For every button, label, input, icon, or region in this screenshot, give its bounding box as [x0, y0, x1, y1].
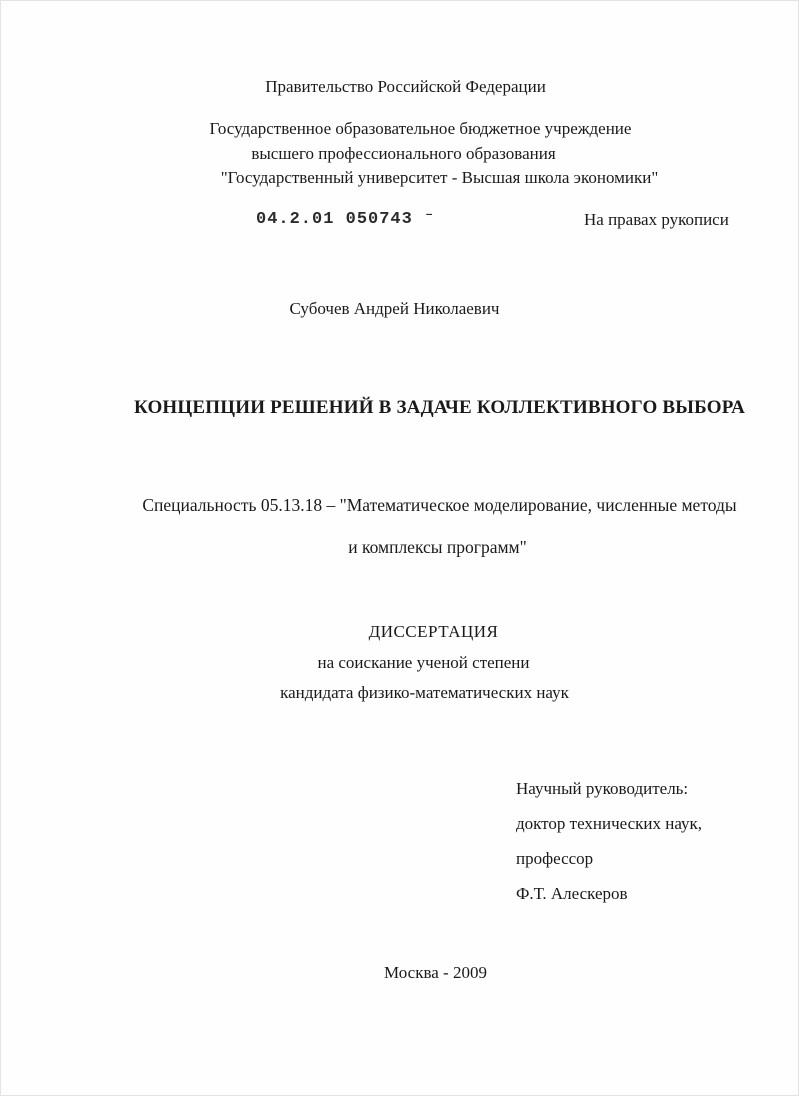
- institution-line-3: "Государственный университет - Высшая школа экономики": [220, 168, 659, 187]
- library-stamp-number: 04.2.01 050743 ⁻: [256, 210, 436, 229]
- institution-line-2: высшего профессионального образования: [251, 144, 556, 163]
- manuscript-rights-note: На правах рукописи: [584, 210, 729, 229]
- advisor-block: [516, 779, 702, 919]
- city-year-line: Москва - 2009: [384, 963, 487, 982]
- degree-line-1: на соискание ученой степени: [317, 653, 530, 672]
- dissertation-title: КОНЦЕПЦИИ РЕШЕНИЙ В ЗАДАЧЕ КОЛЛЕКТИВНОГО ВЫБОРА: [133, 397, 746, 418]
- author-name: Субочев Андрей Николаевич: [289, 299, 500, 318]
- advisor-heading: Научный руководитель:: [516, 779, 689, 798]
- dissertation-label: ДИССЕРТАЦИЯ: [368, 622, 499, 641]
- advisor-degree: доктор технических наук,: [516, 814, 703, 833]
- advisor-name: Ф.Т. Алескеров: [516, 884, 628, 903]
- institution-line-1: Государственное образовательное бюджетное учреждение: [209, 119, 632, 138]
- government-line: Правительство Российской Федерации: [265, 77, 546, 96]
- specialty-line-1: Специальность 05.13.18 – "Математическое моделирование, численные методы: [142, 495, 737, 515]
- specialty-line-2: и комплексы программ": [348, 537, 527, 557]
- degree-line-2: кандидата физико-математических наук: [280, 683, 569, 702]
- advisor-rank: профессор: [516, 849, 594, 868]
